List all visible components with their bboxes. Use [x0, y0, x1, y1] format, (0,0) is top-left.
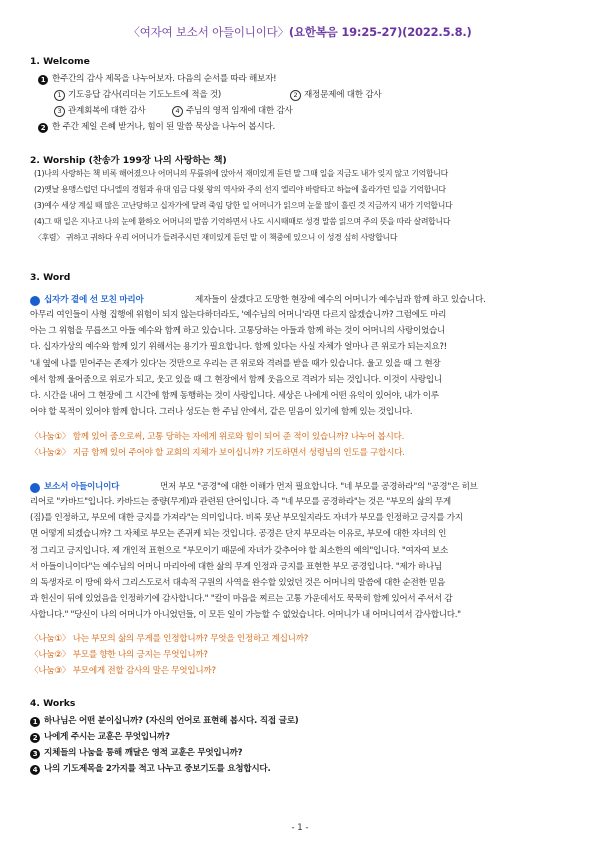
word-point-1-share-1: 〈나눔①〉 함께 있어 줌으로써, 고통 당하는 자에게 위로와 힘이 되어 준 적이 있습니까? 나누어 봅시다.: [30, 432, 405, 442]
page-title: [0, 24, 600, 40]
word-point-1-line-0: 제자들이 살겠다고 도망한 현장에 예수의 어머니가 예수님과 함께 하고 있습니다.: [195, 295, 486, 305]
word-point-2-line-2: (짐)를 인정하고, 부모에 대한 긍지를 가져라"는 의미입니다. 비록 못난 부모일지라도 자녀가 부모를 인정하고 긍지를 가지: [30, 513, 463, 524]
word-point-2-heading: [30, 480, 119, 493]
works-item-3-text: 지체들의 나눔을 통해 깨달은 영적 교훈은 무엇입니까?: [44, 748, 243, 758]
works-item-2: [30, 730, 170, 743]
bullet-blue-1-icon: 1: [30, 296, 40, 306]
word-point-2-share-2: 〈나눔②〉 부모를 향한 나의 긍지는 무엇입니까?: [30, 650, 208, 660]
worship-verse-3: (3)예수 세상 계실 때 많은 고난당하고 십자가에 달려 죽임 당한 일 어머니가 읽으며 눈물 많이 흘린 것 지금까지 내가 기억합니다: [34, 201, 453, 210]
works-item-4: [30, 762, 271, 775]
circle-3-icon: 3: [54, 106, 65, 117]
word-point-2-line-0: 먼저 부모 "공경"에 대한 이해가 먼저 필요합니다. "네 부모를 공경하라"의 "공경"은 히브: [160, 482, 478, 492]
welcome-sub-1-text: 기도응답 감사(리더는 기도노트에 적을 것): [68, 90, 222, 100]
worship-verse-1: (1)나의 사랑하는 책 비록 해어졌으나 어머니의 무릎위에 앉아서 재미있게 듣던 말 그때 일을 지금도 내가 잊지 않고 기억합니다: [34, 169, 448, 178]
word-point-2-share-1: 〈나눔①〉 나는 부모의 삶의 무게를 인정합니까? 무엇을 인정하고 계십니까?: [30, 634, 309, 644]
title-reference: (요한복음 19:25-27)(2022.5.8.): [288, 25, 472, 39]
word-point-2-paragraph: [30, 494, 552, 624]
word-point-2-line-7: 과 헌신이 뒤에 있었음을 인정하기에 감사합니다." "칼이 마음을 찌르는 고통 가운데서도 묵묵히 함께 있어서 주셔서 감: [30, 594, 453, 605]
works-item-2-text: 나에게 주시는 교훈은 무엇입니까?: [44, 732, 170, 742]
works-bullet-3-icon: 3: [30, 749, 40, 759]
word-point-1-title: 십자가 곁에 선 모친 마리아: [44, 295, 144, 305]
welcome-item-2-text: 한 주간 제일 은혜 받거나, 힘이 된 말씀 묵상을 나누어 봅시다.: [52, 122, 276, 132]
word-point-2-line-5: 서 아들이니이다"는 예수님의 어머니 마리아에 대한 삶의 무게 인정과 긍지를 표현한 부모 공경입니다. "제가 하나님: [30, 561, 442, 572]
welcome-sub-4: [172, 104, 293, 117]
word-point-1-paragraph: [30, 307, 552, 420]
word-point-2-line-8: 사합니다." "당신이 나의 어머니가 아니었던들, 이 모든 일이 가능할 수 없었습니다. 어머니가 내 어머니여서 감사합니다.": [30, 610, 461, 621]
word-point-1-share-2: 〈나눔②〉 지금 함께 있어 주어야 할 교회의 지체가 보이십니까? 기도하면서 성령님의 인도를 구합시다.: [30, 448, 405, 458]
welcome-sub-2-text: 재정문제에 대한 감사: [304, 90, 382, 100]
bullet-blue-2-icon: 2: [30, 483, 40, 493]
word-point-1-line-7: 어야 할 목적이 있어야 함께 합니다. 그러나 성도는 한 주님 안에서, 같은 믿음이 있기에 함께 있는 것입니다.: [30, 407, 413, 418]
welcome-item-1: [38, 72, 276, 85]
welcome-sub-4-text: 주님의 영적 임재에 대한 감사: [186, 106, 293, 116]
title-main: 〈여자여 보소서 아들이니이다〉: [128, 25, 289, 39]
word-point-2-title: 보소서 아들이니이다: [44, 482, 120, 492]
welcome-sub-1: [54, 88, 221, 101]
word-point-1-line-4: '내 옆에 나를 믿어주는 존재가 있다'는 것만으로 우리는 큰 위로와 격려를 받을 때가 있습니다. 울고 있을 때 그 현장: [30, 358, 441, 369]
word-point-1-line-2: 아는 그 위험을 무릅쓰고 아들 예수와 함께 하고 있습니다. 고통당하는 아들과 함께 하는 것이 어머니의 사랑이었습니: [30, 326, 445, 337]
works-item-3: [30, 746, 242, 759]
word-point-2-line-3: 면 어떻게 되겠습니까? 그 자체로 부모는 존귀케 되는 것입니다. 공경은 단지 부모라는 이유로, 부모에 대한 자녀의 인: [30, 529, 447, 540]
word-point-2-share-3: 〈나눔③〉 부모에게 전할 감사의 말은 무엇입니까?: [30, 666, 216, 676]
welcome-sub-3: [54, 104, 145, 117]
works-bullet-1-icon: 1: [30, 717, 40, 727]
word-point-1-heading: [30, 293, 144, 306]
worship-heading-text: 2. Worship: [30, 155, 86, 166]
works-bullet-4-icon: 4: [30, 765, 40, 775]
worship-verse-2: (2)옛날 용맹스럽던 다니엘의 경험과 유대 임금 다윗 왕의 역사와 주의 선지 엘리야 바람타고 하늘에 올라가던 일을 기억합니다: [34, 185, 446, 194]
works-item-4-text: 나의 기도제목을 2가지를 적고 나누고 중보기도를 요청합시다.: [44, 764, 271, 774]
circle-2-icon: 2: [290, 90, 301, 101]
word-point-1-line-1: 아무리 여인들이 사형 집행에 위험이 되지 않는다하더라도, '예수님의 어머니'라면 다르지 않겠습니까? 그럼에도 마리: [30, 310, 447, 320]
worship-song: (찬송가 199장 나의 사랑하는 책): [88, 155, 227, 166]
worship-refrain: 〈후렴〉 귀하고 귀하다 우리 어머니가 들려주시던 재미있게 듣던 말 이 책중에 있으니 이 성경 심히 사랑합니다: [34, 233, 398, 242]
bullet-1-icon: 1: [38, 75, 48, 85]
works-bullet-2-icon: 2: [30, 733, 40, 743]
word-point-2-line-6: 의 독생자로 이 땅에 와서 그리스도로서 대속적 구원의 사역을 완수할 있었던 것은 어머니의 말씀에 대한 순전한 믿음: [30, 578, 445, 589]
welcome-item-1-text: 한주간의 감사 제목을 나누어보자. 다음의 순서를 따라 해보자!: [52, 74, 277, 84]
word-point-1-line-5: 에서 함께 울어줌으로 위로가 되고, 웃고 있을 때 그 현장에서 함께 웃음으로 격려가 되는 것입니다. 이것이 사랑입니: [30, 374, 442, 385]
circle-4-icon: 4: [172, 106, 183, 117]
word-point-1-line-3: 다. 십자가상의 예수와 함께 있기 위해서는 용기가 필요합니다. 함께 있다는 사실 자체가 얼마나 큰 위로가 되는지요?!: [30, 342, 447, 353]
word-point-2-line-1: 리어로 "카바드"입니다. 카바드는 중량(무게)과 관련된 단어입니다. 즉 "네 부모를 공경하라"는 것은 "부모의 삶의 무게: [30, 497, 451, 507]
works-heading: 4. Works: [30, 698, 76, 709]
word-heading: 3. Word: [30, 272, 71, 283]
welcome-item-2: [38, 120, 275, 133]
worship-verse-4: (4)그 때 일은 지나고 나의 눈에 환하오 어머니의 말씀 기억하면서 나도 시시때때로 성경 말씀 읽으며 주의 뜻을 따라 살려합니다: [34, 217, 451, 226]
welcome-sub-2: [290, 88, 381, 101]
welcome-heading: 1. Welcome: [30, 56, 90, 67]
page-number: - 1 -: [291, 823, 309, 833]
works-item-1: [30, 714, 298, 727]
bullet-2-icon: 2: [38, 123, 48, 133]
welcome-sub-3-text: 관계회복에 대한 감사: [68, 106, 146, 116]
works-item-1-text: 하나님은 어떤 분이십니까? (자신의 언어로 표현해 봅시다. 직접 글로): [44, 716, 299, 726]
circle-1-icon: 1: [54, 90, 65, 101]
word-point-2-line-4: 정 그리고 긍지입니다. 제 개인적 표현으로 "부모이기 때문에 자녀가 갖추어야 할 최소한의 예의"입니다. "여자여 보소: [30, 545, 448, 556]
word-point-1-line-6: 다. 시간을 내어 그 현장에 그 시간에 함께 동행하는 것이 사랑입니다. 세상은 나에게 어떤 유익이 있어야, 내가 이루: [30, 391, 439, 402]
worship-heading: [30, 152, 227, 166]
